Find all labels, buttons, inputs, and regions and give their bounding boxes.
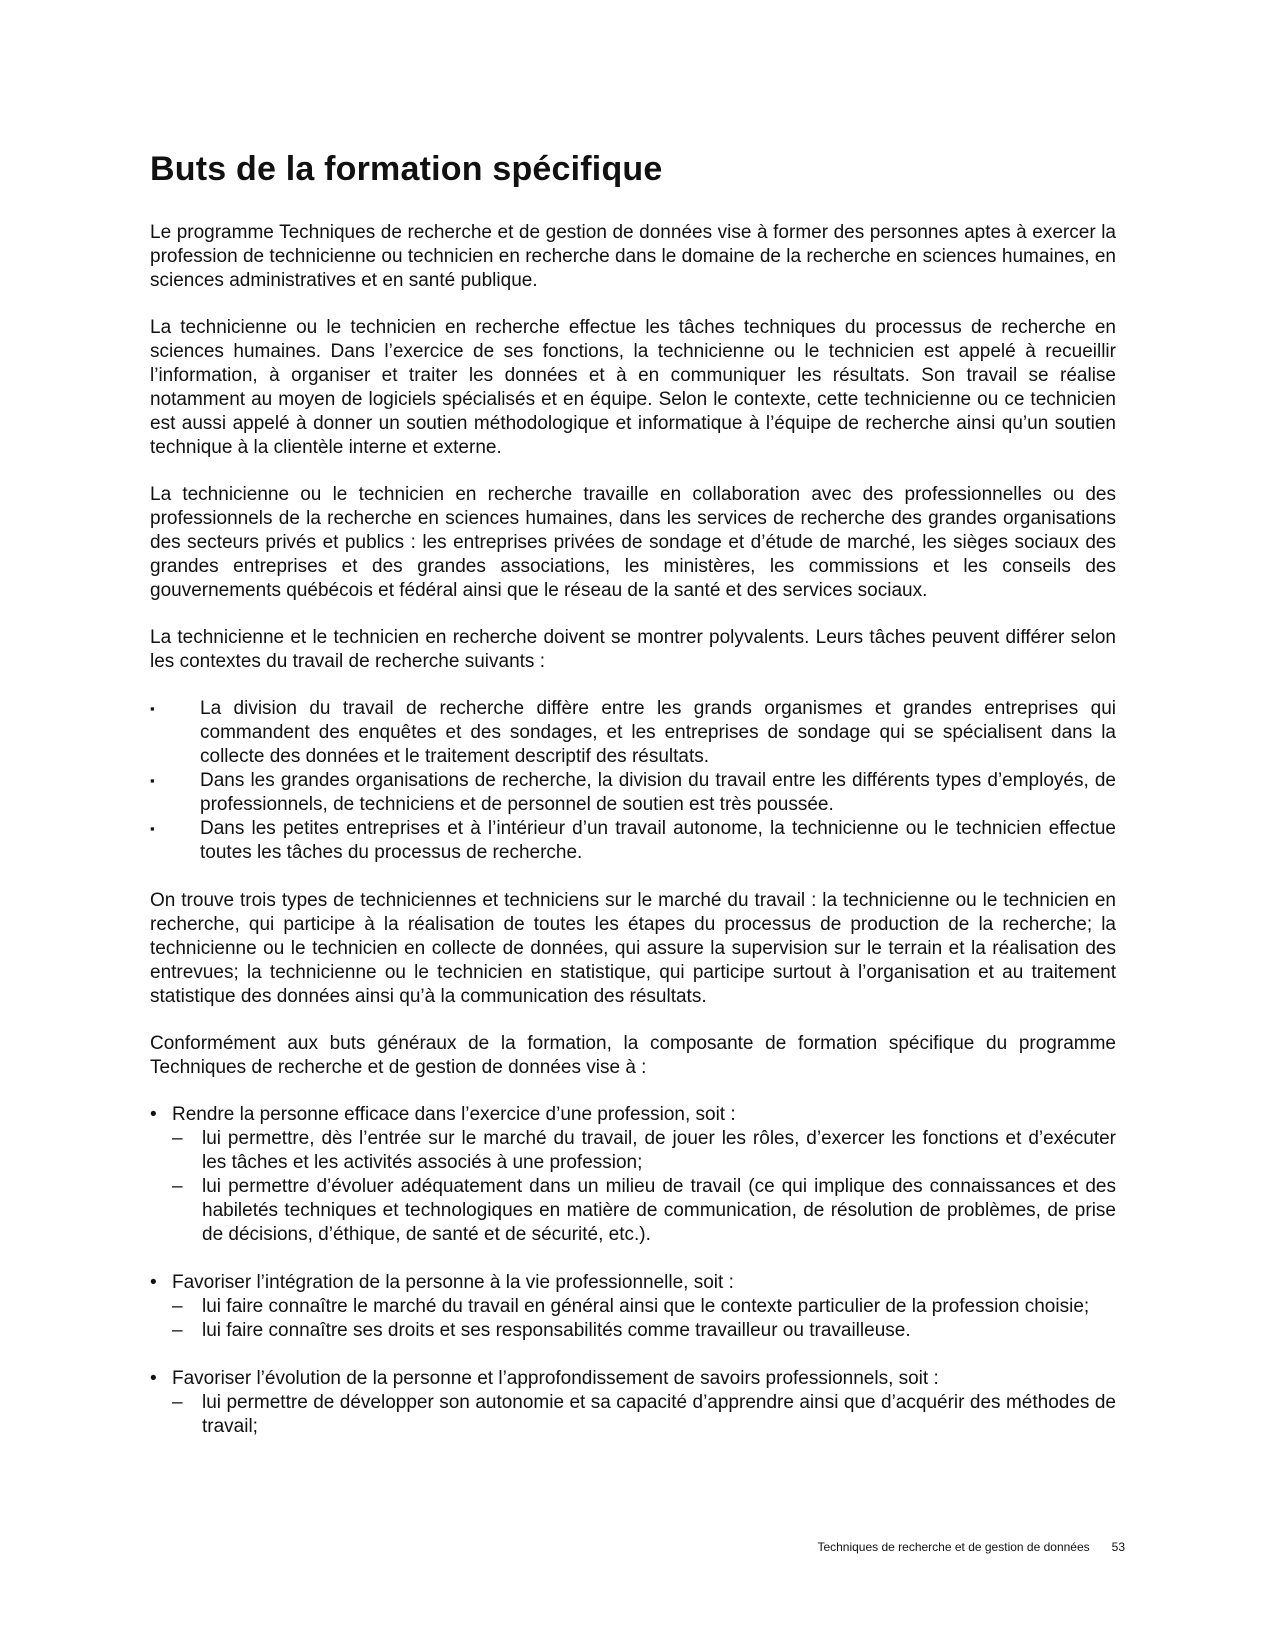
list-item: ▪ Dans les grandes organisations de recherche, la division du travail entre les différents types d’employés, de professionnels, de techniciens et de personnel de soutien est très poussée.: [150, 770, 1116, 815]
footer-program-title: Techniques de recherche et de gestion de données: [817, 1540, 1090, 1554]
dash-icon: –: [172, 1128, 183, 1149]
bullet-icon: •: [150, 1104, 157, 1125]
goal-heading: Favoriser l’évolution de la personne et l’approfondissement de savoirs professionnels, soit :: [172, 1368, 939, 1389]
goal-item: [150, 1271, 1116, 1343]
list-item: ▪ Dans les petites entreprises et à l’intérieur d’un travail autonome, la technicienne ou le technicien effectue toutes les tâches du processus de recherche.: [150, 818, 1116, 863]
contexts-list: [150, 697, 1116, 865]
bullet-icon: •: [150, 1272, 157, 1293]
goal-subitem: lui permettre d’évoluer adéquatement dans un milieu de travail (ce qui implique des connaissances et des habiletés techniques et technologiques en matière de communication, de résolution de problèmes, de prise de décisions, d’éthique, de santé et de sécurité, etc.).: [202, 1176, 1116, 1245]
paragraph-intro: Le programme Techniques de recherche et de gestion de données vise à former des personnes aptes à exercer la profession de technicienne ou technicien en recherche dans le domaine de la recherche en sciences humaines, en sciences administratives et en santé publique.: [150, 222, 1116, 291]
goal-subitem: lui faire connaître ses droits et ses responsabilités comme travailleur ou travailleuse.: [202, 1320, 911, 1341]
square-bullet-icon: ▪: [150, 701, 155, 716]
goal-item: [150, 1103, 1116, 1247]
page-footer: [817, 1540, 1125, 1554]
paragraph-types: On trouve trois types de techniciennes et techniciens sur le marché du travail : la technicienne ou le technicien en recherche, qui participe à la réalisation de toutes les étapes du processus de production de la recherche; la technicienne ou le technicien en collecte de données, qui assure la supervision sur le terrain et la réalisation des entrevues; la technicienne ou le technicien en statistique, qui participe surtout à l’organisation et au traitement statistique des données ainsi qu’à la communication des résultats.: [150, 890, 1116, 1007]
paragraph-goals-intro: Conformément aux buts généraux de la formation, la composante de formation spécifique du programme Techniques de recherche et de gestion de données vise à :: [150, 1033, 1116, 1078]
paragraph-tasks: La technicienne ou le technicien en recherche effectue les tâches techniques du processus de recherche en sciences humaines. Dans l’exercice de ses fonctions, la technicienne ou le technicien est appelé à recueillir l’information, à organiser et traiter les données et à en communiquer les résultats. Son travail se réalise notamment au moyen de logiciels spécialisés et en équipe. Selon le contexte, cette technicienne ou ce technicien est aussi appelé à donner un soutien méthodologique et informatique à l’équipe de recherche ainsi qu’un soutien technique à la clientèle interne et externe.: [150, 317, 1116, 458]
paragraph-polyvalence: La technicienne et le technicien en recherche doivent se montrer polyvalents. Leurs tâches peuvent différer selon les contextes du travail de recherche suivants :: [150, 627, 1116, 672]
goal-heading: Rendre la personne efficace dans l’exercice d’une profession, soit :: [172, 1104, 736, 1125]
goal-subitem: lui permettre, dès l’entrée sur le marché du travail, de jouer les rôles, d’exercer les fonctions et d’exécuter les tâches et les activités associés à une profession;: [202, 1128, 1116, 1173]
page-title: Buts de la formation spécifique: [150, 150, 663, 188]
dash-icon: –: [172, 1176, 183, 1197]
bullet-icon: •: [150, 1368, 157, 1389]
goal-heading: Favoriser l’intégration de la personne à la vie professionnelle, soit :: [172, 1272, 734, 1293]
list-item: ▪ La division du travail de recherche diffère entre les grands organismes et grandes entreprises qui commandent des enquêtes et des sondages, et les entreprises de sondage qui se spécialisent dans la collecte des données et le traitement descriptif des résultats.: [150, 698, 1116, 767]
goal-item: [150, 1367, 1116, 1439]
goal-subitem: lui permettre de développer son autonomie et sa capacité d’apprendre ainsi que d’acquérir des méthodes de travail;: [202, 1392, 1116, 1437]
dash-icon: –: [172, 1296, 183, 1317]
dash-icon: –: [172, 1320, 183, 1341]
page-number: 53: [1111, 1540, 1125, 1554]
square-bullet-icon: ▪: [150, 821, 155, 836]
paragraph-collaboration: La technicienne ou le technicien en recherche travaille en collaboration avec des professionnelles ou des professionnels de la recherche en sciences humaines, dans les services de recherche des grandes organisations des secteurs privés et publics : les entreprises privées de sondage et d’étude de marché, les sièges sociaux des grandes entreprises et des grandes associations, les ministères, les commissions et les conseils des gouvernements québécois et fédéral ainsi que le réseau de la santé et des services sociaux.: [150, 484, 1116, 601]
goal-subitem: lui faire connaître le marché du travail en général ainsi que le contexte particulier de la profession choisie;: [202, 1296, 1090, 1317]
dash-icon: –: [172, 1392, 183, 1413]
square-bullet-icon: ▪: [150, 773, 155, 788]
document-page: [150, 150, 1116, 1463]
